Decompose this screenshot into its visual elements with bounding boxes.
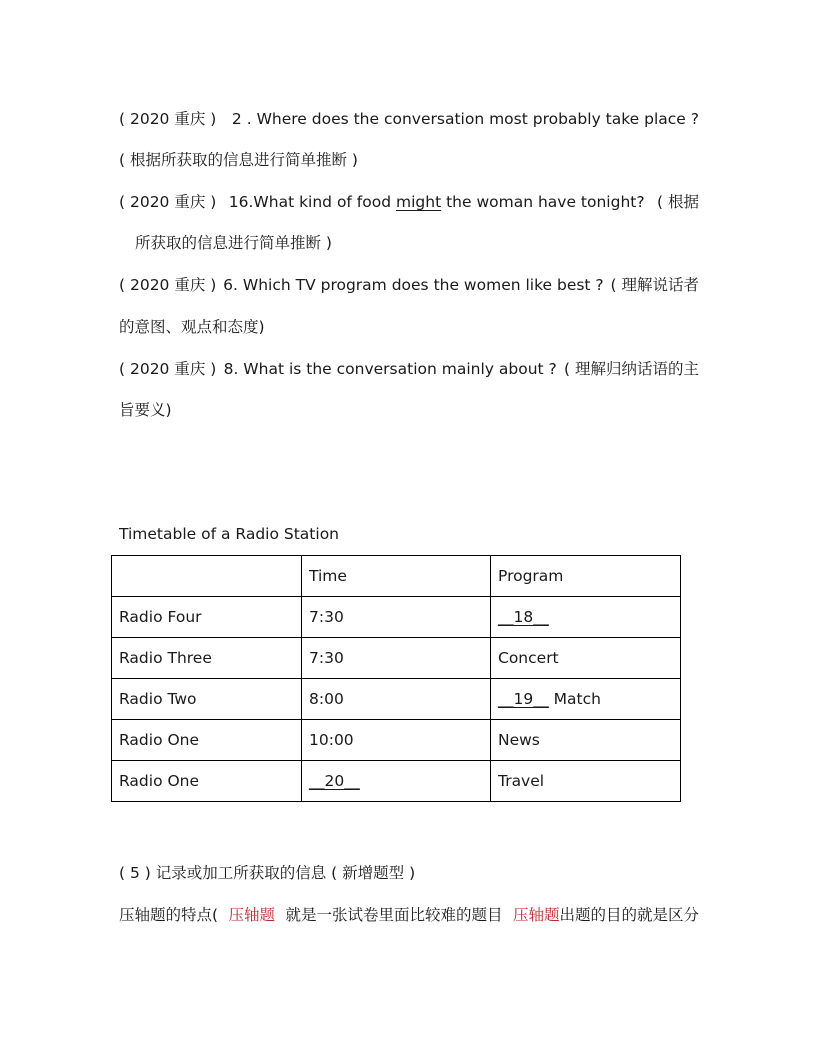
question-2-line — [119, 109, 699, 129]
question-16-tag: ( 2020 重庆 ) — [119, 193, 217, 211]
table-row — [112, 761, 681, 802]
header-cell-program: Program — [491, 556, 681, 597]
question-6-note: ( 理解说话者 — [610, 276, 699, 294]
question-2-note: ( 根据所获取的信息进行简单推断 ) — [119, 151, 358, 169]
program-cell — [491, 597, 681, 638]
table-row — [112, 720, 681, 761]
program-cell: Concert — [491, 638, 681, 679]
question-6-note-cont: 的意图、观点和态度) — [119, 318, 265, 336]
para-red-term-1: 压轴题 — [228, 906, 276, 924]
question-16-text-a: 16.What kind of food — [228, 193, 396, 211]
program-suffix: Match — [548, 690, 601, 708]
question-8-note: ( 理解归纳话语的主 — [564, 360, 699, 378]
para-red-term-2: 压轴题 — [512, 906, 560, 924]
para-text-a: 压轴题的特点( — [119, 906, 219, 924]
program-cell — [491, 679, 681, 720]
station-cell: Radio Two — [112, 679, 302, 720]
question-16-text — [229, 192, 645, 212]
section-5-paragraph — [119, 905, 699, 925]
table-header-row — [112, 556, 681, 597]
question-16-note: ( 根据 — [657, 193, 699, 211]
header-cell-time: Time — [302, 556, 491, 597]
blank-19: __19__ — [498, 690, 549, 708]
question-2-text: 2 . Where does the conversation most probably take place ? — [231, 110, 699, 128]
question-6-tag: ( 2020 重庆 ) — [119, 276, 217, 294]
question-8-line — [119, 359, 699, 379]
station-cell: Radio Three — [112, 638, 302, 679]
time-cell — [302, 761, 491, 802]
para-text-c-wrap — [513, 905, 699, 925]
underlined-word: might — [396, 193, 442, 211]
radio-timetable — [111, 555, 681, 802]
table-row — [112, 679, 681, 720]
station-cell: Radio Four — [112, 597, 302, 638]
question-16-text-b: the woman have tonight? — [441, 193, 645, 211]
para-text-b: 就是一张试卷里面比较难的题目 — [285, 906, 503, 924]
program-cell: Travel — [491, 761, 681, 802]
blank-18: __18__ — [498, 608, 549, 626]
time-cell: 7:30 — [302, 597, 491, 638]
question-6-line — [119, 275, 699, 295]
question-8-note-cont: 旨要义) — [119, 401, 172, 419]
question-16-note-cont: 所获取的信息进行简单推断 ) — [135, 234, 332, 252]
time-cell: 10:00 — [302, 720, 491, 761]
blank-20: __20__ — [309, 772, 360, 790]
time-cell: 8:00 — [302, 679, 491, 720]
section-5-heading: ( 5 ) 记录或加工所获取的信息 ( 新增题型 ) — [119, 864, 416, 882]
question-16-line — [119, 192, 699, 212]
question-6-text: 6. Which TV program does the women like best ? — [223, 276, 604, 294]
question-8-tag: ( 2020 重庆 ) — [119, 360, 217, 378]
program-cell: News — [491, 720, 681, 761]
station-cell: Radio One — [112, 761, 302, 802]
question-2-tag: ( 2020 重庆 ) — [119, 110, 217, 128]
para-text-c: 出题的目的就是区分 — [559, 906, 699, 924]
table-title: Timetable of a Radio Station — [119, 525, 339, 543]
time-cell: 7:30 — [302, 638, 491, 679]
header-cell-station — [112, 556, 302, 597]
table-row — [112, 597, 681, 638]
question-8-text: 8. What is the conversation mainly about ? — [223, 360, 557, 378]
table-row — [112, 638, 681, 679]
station-cell: Radio One — [112, 720, 302, 761]
